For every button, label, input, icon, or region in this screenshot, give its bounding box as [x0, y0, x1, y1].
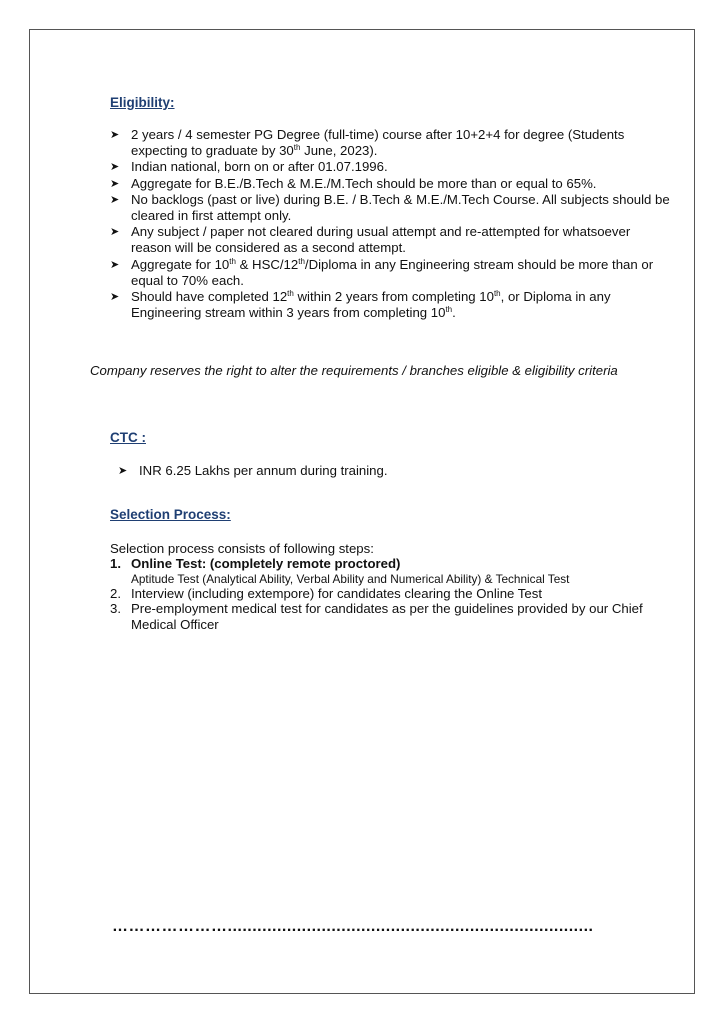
text-fragment: .: [452, 305, 456, 321]
step-number: 1.: [110, 556, 121, 571]
ctc-list: [118, 463, 678, 479]
step-number: 2.: [110, 585, 121, 601]
text-fragment: , or Diploma in any Engineering stream within 3 years from completing 10: [131, 289, 611, 321]
step-subtext: Aptitude Test (Analytical Ability, Verbal Ability and Numerical Ability) & Technical Test: [131, 571, 570, 586]
text-fragment: & HSC/12: [235, 256, 299, 272]
eligibility-item-text: [131, 192, 670, 223]
arrowhead-bullet-icon: ➤: [110, 258, 120, 271]
superscript: th: [493, 289, 501, 299]
selection-steps: [110, 556, 670, 632]
selection-intro: Selection process consists of following steps:: [110, 541, 374, 556]
step-number: 3.: [110, 601, 121, 616]
list-item: [110, 289, 670, 321]
text-fragment: Indian national, born on or after 01.07.1996.: [131, 159, 388, 175]
text-fragment: No backlogs (past or live) during B.E. / B.Tech & M.E./M.Tech Course. All subjects should be cleared in first attempt only.: [131, 191, 670, 224]
list-item: [110, 159, 670, 175]
list-item: [110, 601, 670, 632]
superscript: th: [293, 143, 301, 153]
eligibility-item-text: [131, 159, 388, 174]
arrowhead-bullet-icon: ➤: [110, 129, 120, 141]
ctc-heading: CTC :: [110, 430, 146, 445]
text-fragment: /Diploma in any Engineering stream should be more than or equal to 70% each.: [131, 256, 654, 288]
superscript: th: [445, 305, 453, 315]
arrowhead-bullet-icon: ➤: [110, 161, 120, 174]
step-text: Pre-employment medical test for candidates as per the guidelines provided by our Chief Medical Officer: [131, 601, 643, 632]
eligibility-item-text: [131, 257, 653, 288]
eligibility-list: [110, 127, 670, 321]
list-item: [110, 224, 670, 256]
arrowhead-bullet-icon: ➤: [110, 193, 120, 206]
eligibility-item-text: [131, 176, 596, 191]
text-fragment: Aggregate for B.E./B.Tech & M.E./M.Tech should be more than or equal to 65%.: [131, 175, 597, 191]
selection-heading: Selection Process:: [110, 507, 231, 522]
text-fragment: Aggregate for 10: [131, 256, 230, 272]
eligibility-heading: Eligibility:: [110, 95, 175, 110]
eligibility-item-text: [131, 224, 630, 255]
text-fragment: Any subject / paper not cleared during usual attempt and re-attempted for whatsoever reason will be considered as a second attempt.: [131, 224, 631, 256]
list-item: [110, 176, 670, 192]
text-fragment: within 2 years from completing 10: [293, 289, 494, 305]
text-fragment: June, 2023).: [300, 143, 378, 159]
list-item: [118, 463, 678, 479]
text-fragment: 2 years / 4 semester PG Degree (full-time) course after 10+2+4 for degree (Students expecting to graduate by 30: [131, 127, 625, 159]
superscript: th: [287, 289, 294, 299]
list-item: [110, 556, 670, 586]
step-text: Interview (including extempore) for candidates clearing the Online Test: [131, 585, 542, 601]
arrowhead-bullet-icon: ➤: [110, 226, 120, 239]
company-note: Company reserves the right to alter the requirements / branches eligible & eligibility criteria: [90, 363, 618, 378]
text-fragment: Should have completed 12: [131, 289, 288, 305]
ctc-item-text: INR 6.25 Lakhs per annum during training.: [139, 463, 388, 478]
list-item: [110, 257, 670, 289]
superscript: th: [229, 256, 236, 266]
footer-dotted-line: …………………..........................................................................: [112, 918, 594, 935]
list-item: [110, 127, 670, 159]
superscript: th: [298, 256, 305, 266]
list-item: [110, 192, 670, 224]
eligibility-item-text: [131, 289, 611, 320]
arrowhead-bullet-icon: ➤: [110, 177, 120, 190]
list-item: [110, 586, 670, 602]
arrowhead-bullet-icon: ➤: [110, 291, 120, 304]
eligibility-item-text: [131, 127, 624, 158]
arrowhead-bullet-icon: ➤: [118, 465, 128, 477]
step-title: Online Test: (completely remote proctored): [131, 556, 401, 571]
